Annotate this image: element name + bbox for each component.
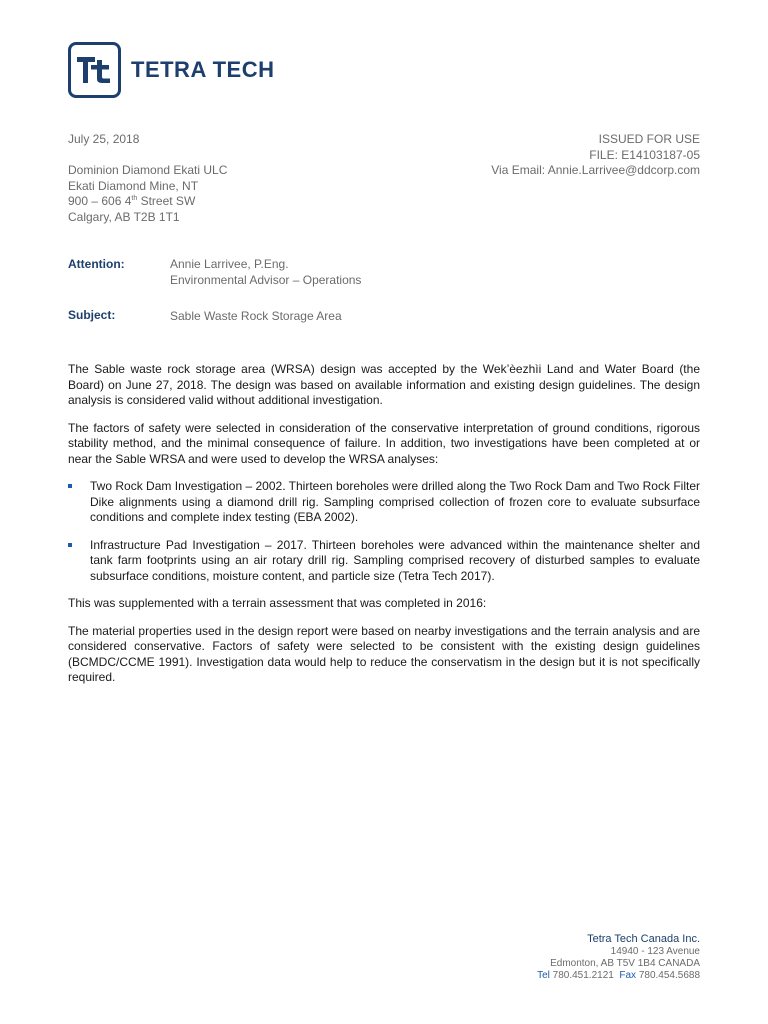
list-item-text: Two Rock Dam Investigation – 2002. Thirteen boreholes were drilled along the Two Rock Dam and Two Rock Filter Dike alignments using a diamond drill rig. Sampling comprised collection of frozen core to evaluate subsurface conditions and complete index testing (EBA 2002).: [90, 479, 700, 524]
bullet-icon: [68, 484, 72, 488]
body-paragraph-2: The factors of safety were selected in consideration of the conservative interpretation of ground conditions, rigorous stability method, and the minimal consequence of failure. In addition, two investigations have been completed at or near the Sable WRSA and were used to develop the WRSA analyses:: [68, 420, 700, 466]
company-name: TETRA TECH: [131, 57, 275, 82]
investigation-list: [68, 479, 700, 584]
tel-label: Tel: [537, 970, 550, 981]
body-paragraph-4: The material properties used in the design report were based on nearby investigations and the terrain analysis and are considered conservative. Factors of safety were selected to be consistent with the existing design guidelines (BCMDC/CCME 1991). Investigation data would help to reduce the conservatism in the design but it is not specifically required.: [68, 623, 700, 684]
issue-status: ISSUED FOR USE: [598, 132, 700, 146]
list-item: [68, 538, 700, 585]
bullet-icon: [68, 543, 72, 547]
file-number: FILE: E14103187-05: [589, 147, 700, 162]
fax-number: 780.454.5688: [638, 970, 700, 981]
body-paragraph-3: This was supplemented with a terrain assessment that was completed in 2016:: [68, 596, 487, 610]
tel-number: 780.451.2121: [552, 970, 614, 981]
recipient-street: 900 – 606 4th Street SW: [68, 194, 196, 208]
body-paragraph-1: The Sable waste rock storage area (WRSA) design was accepted by the Wek’èezhìi Land and Water Board (the Board) on June 27, 2018. The design was based on available information and existing design guidelines. The design analysis is considered valid without additional investigation.: [68, 362, 700, 407]
recipient-city: Calgary, AB T2B 1T1: [68, 209, 180, 224]
letter-date: July 25, 2018: [68, 132, 140, 146]
recipient-company: Dominion Diamond Ekati ULC: [68, 163, 228, 177]
company-logo: [68, 42, 275, 98]
footer-address: [537, 932, 700, 982]
footer-contact: [537, 970, 700, 982]
footer-company: Tetra Tech Canada Inc.: [587, 933, 700, 945]
list-item-text: Infrastructure Pad Investigation – 2017. Thirteen boreholes were advanced within the maintenance shelter and tank farm footprints using an air rotary drill rig. Sampling comprised recovery of disturbed samples to evaluate subsurface conditions, moisture content, and particle size (Tetra Tech 2017).: [90, 537, 700, 583]
attention-value: [170, 257, 361, 288]
recipient-address: [68, 163, 227, 225]
list-item: [68, 479, 700, 526]
letter-body: [68, 362, 700, 698]
subject-label: Subject:: [68, 308, 116, 322]
subject-text: Sable Waste Rock Storage Area: [170, 309, 342, 323]
issue-info: [491, 132, 700, 179]
tt-logo-icon: [68, 42, 121, 98]
fax-label: Fax: [619, 970, 637, 981]
footer-address-1: 14940 - 123 Avenue: [610, 946, 700, 957]
footer-address-2: Edmonton, AB T5V 1B4 CANADA: [550, 958, 700, 969]
email-line: Via Email: Annie.Larrivee@ddcorp.com: [491, 163, 700, 177]
attention-title: Environmental Advisor – Operations: [170, 272, 362, 287]
attention-label: Attention:: [68, 257, 125, 271]
recipient-line2: Ekati Diamond Mine, NT: [68, 178, 199, 193]
attention-name: Annie Larrivee, P.Eng.: [170, 257, 289, 271]
